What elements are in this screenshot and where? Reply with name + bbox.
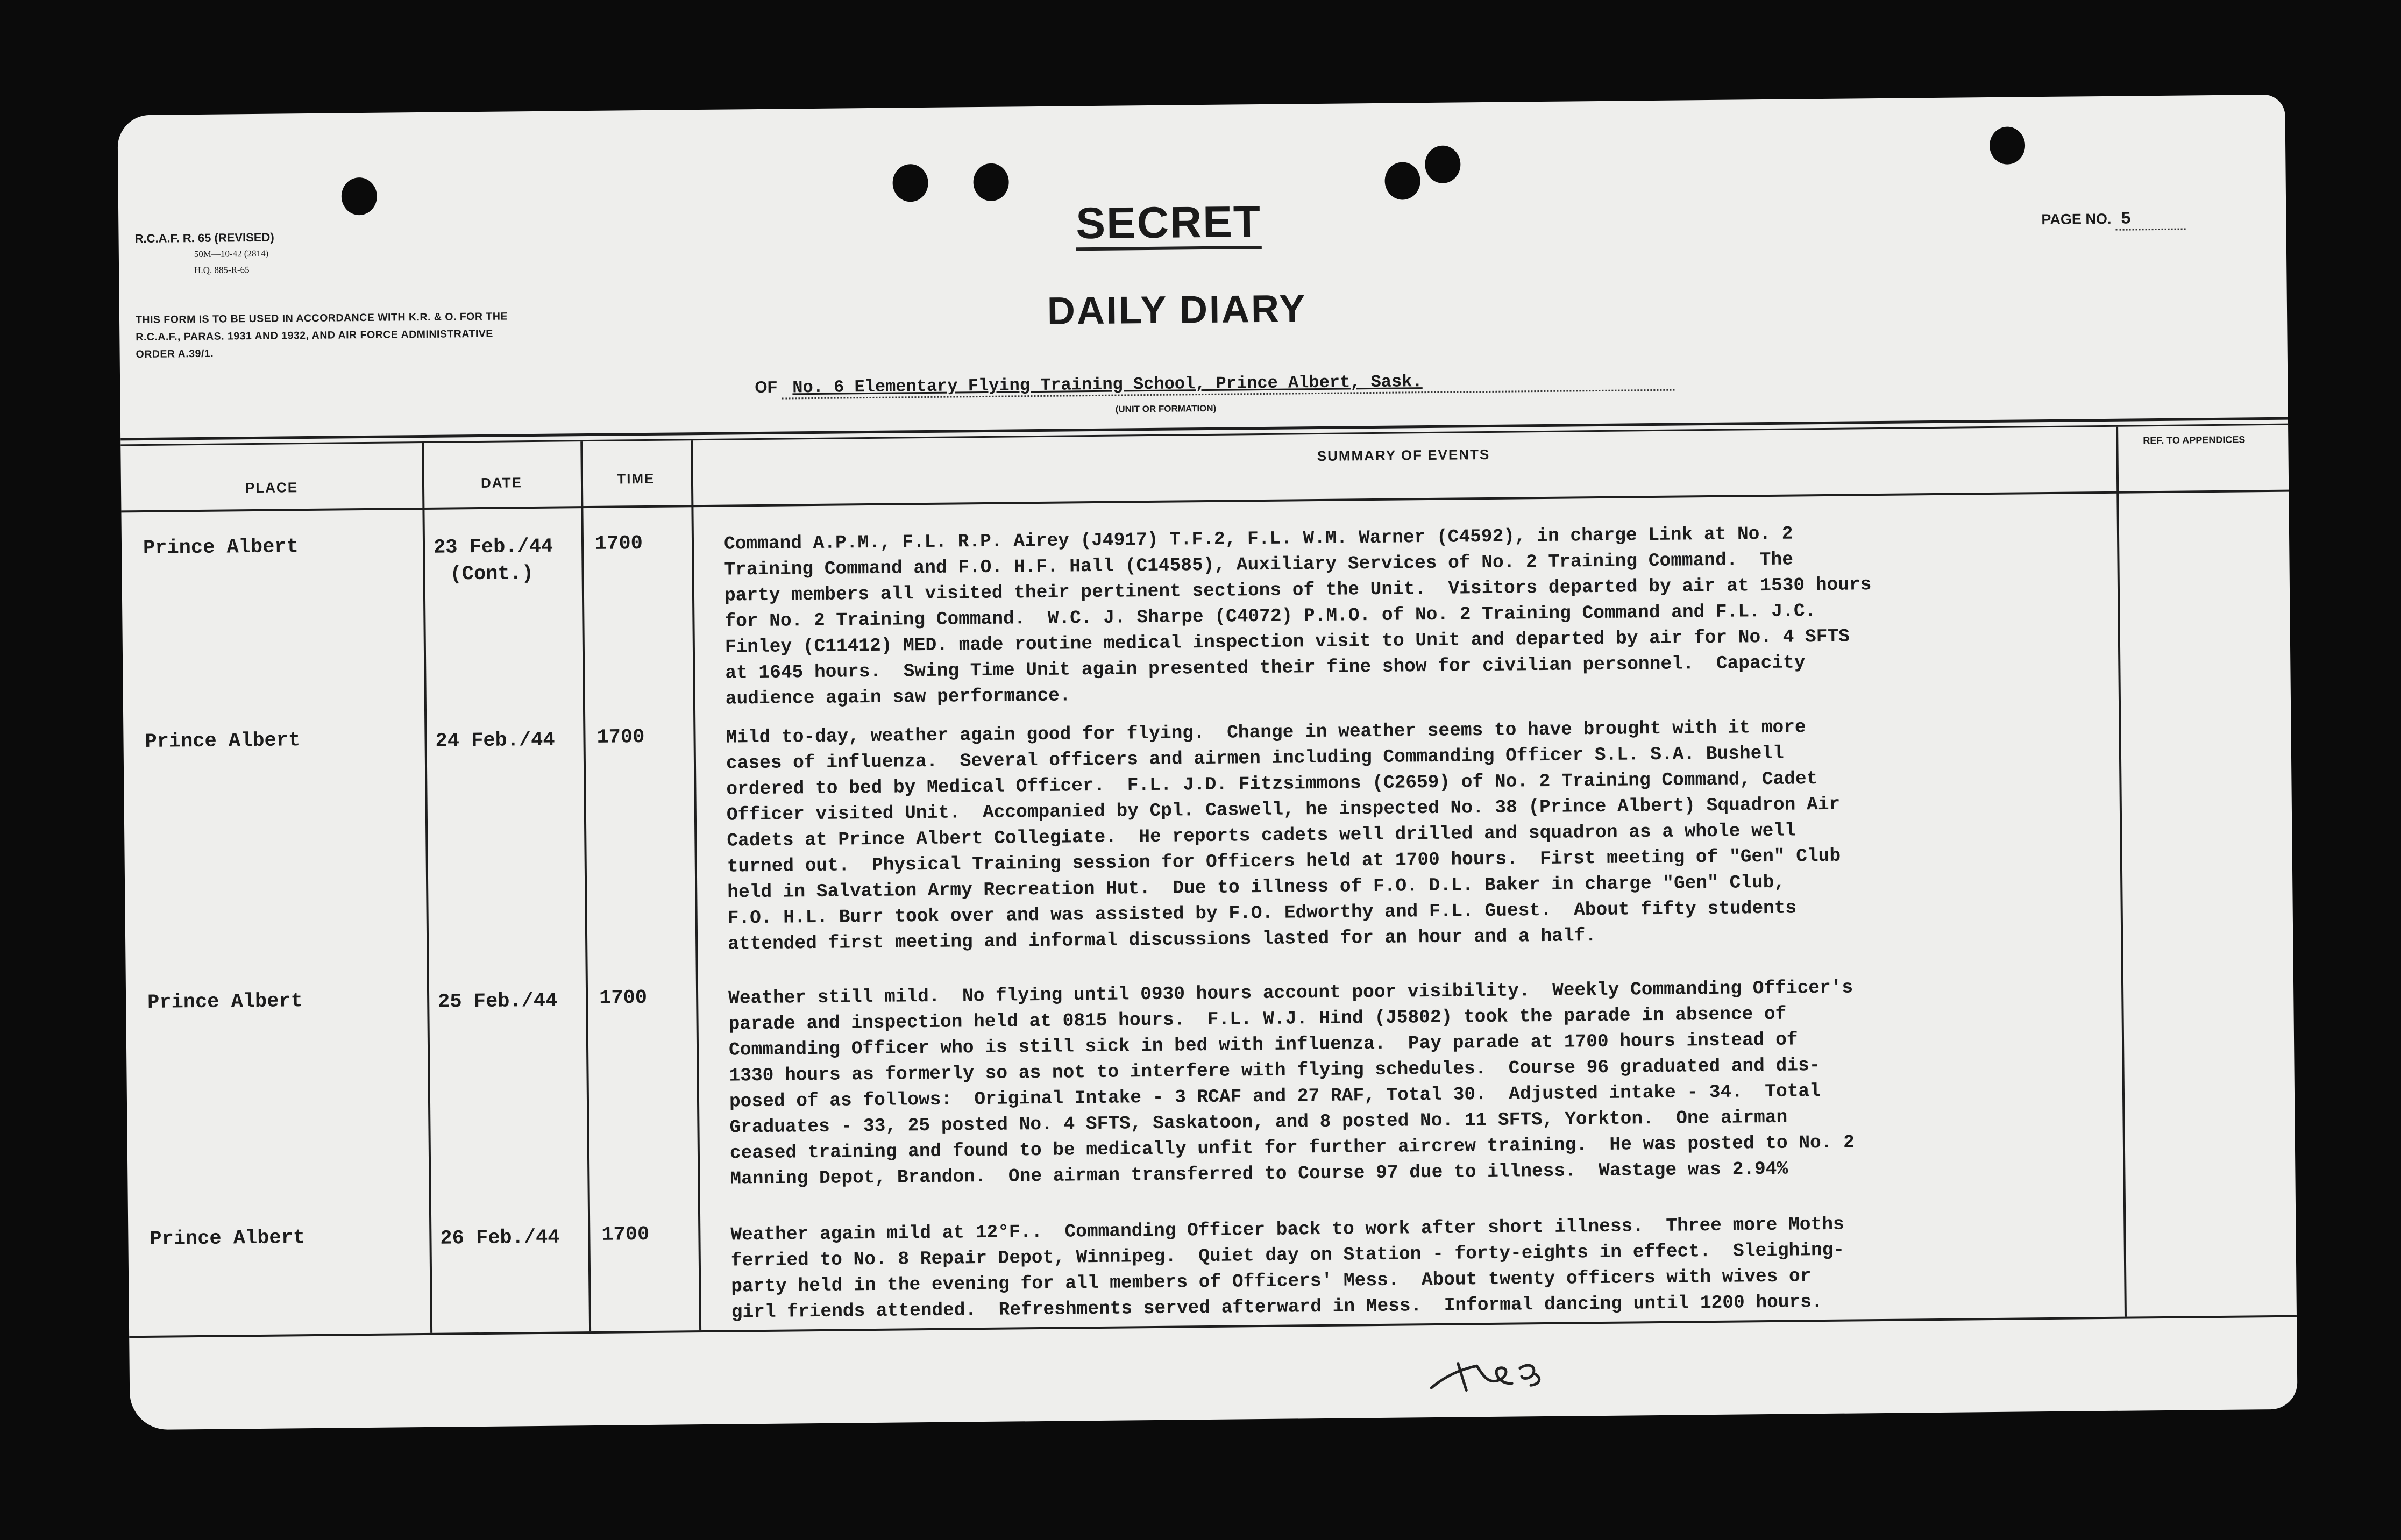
entry-date-value: 24 Feb./44 [435, 729, 555, 753]
page-title: DAILY DIARY [1047, 287, 1307, 333]
entry-summary: Weather again mild at 12°F.. Commanding Officer back to work after short illness. Three more Moths ferried to No. 8 Repair Depot, Winnipeg. Quiet day on Station - forty-eights in effect. Sleighing- party held in the evening for all members of Officers' Mess. About twenty officers with wives or girl friends attended. Refreshments served afterward in Mess. Informal dancing until 1200 hours. [730, 1214, 1845, 1323]
unit-line [755, 369, 1674, 400]
column-divider [691, 440, 701, 1330]
page-number [2041, 209, 2185, 232]
column-header-ref: REF. TO APPENDICES [2143, 434, 2246, 446]
unit-name: No. 6 Elementary Flying Training School, Prince Albert, Sask. [782, 369, 1674, 400]
punch-hole [973, 163, 1009, 201]
entry-place: Prince Albert [150, 1227, 306, 1251]
form-print-code: 50M—10-42 (2814) [194, 248, 269, 260]
column-divider [2116, 427, 2127, 1317]
column-header-place: PLACE [245, 479, 299, 496]
entry-date [440, 1224, 601, 1252]
entry-time: 1700 [601, 1223, 650, 1246]
entry-time: 1700 [599, 987, 648, 1010]
entry-summary: Command A.P.M., F.L. R.P. Airey (J4917) T.F.2, F.L. W.M. Warner (C4592), in charge Link at No. 2 Training Command and F.O. H.F. Hall (C14585), Auxiliary Services of No. 2 Training Command. The party members all visited their pertinent sections of the Unit. Visitors departed by air at 1530 hours for No. 2 Training Command. W.C. J. Sharpe (C4072) P.M.O. of No. 2 Training Command and F.L. J.C. Finley (C11412) MED. made routine medical inspection visit to Unit and departed by air for No. 4 SFTS at 1645 hours. Swing Time Unit again presented their fine show for civilian personnel. Capacity audience again saw performance. [723, 523, 1872, 710]
entry-place: Prince Albert [147, 990, 303, 1014]
punch-hole [1425, 145, 1461, 183]
entry-date-value: 25 Feb./44 [438, 989, 558, 1014]
page-number-label: PAGE NO. [2041, 210, 2112, 228]
classification-stamp: SECRET [1076, 198, 1261, 251]
entry-date-note: (Cont.) [450, 562, 534, 586]
diary-form [117, 95, 2297, 1430]
entry-place: Prince Albert [143, 536, 299, 560]
form-usage-note: THIS FORM IS TO BE USED IN ACCORDANCE WITH K.R. & O. FOR THE R.C.A.F., PARAS. 1931 AND 1932, AND AIR FORCE ADMINISTRATIVE ORDER A.39/1. [135, 310, 508, 361]
unit-label: OF [755, 378, 778, 397]
punch-hole [341, 177, 377, 216]
column-divider [422, 443, 432, 1333]
entry-time: 1700 [594, 532, 643, 555]
punch-hole [1990, 126, 2026, 165]
punch-hole [892, 164, 928, 202]
column-header-time: TIME [617, 470, 655, 487]
unit-caption: (UNIT OR FORMATION) [1115, 403, 1217, 415]
entry-date-value: 26 Feb./44 [440, 1226, 560, 1250]
form-number: R.C.A.F. R. 65 (REVISED) [134, 230, 274, 246]
column-header-date: DATE [480, 474, 523, 491]
header-top-rule [120, 417, 2288, 441]
entry-time: 1700 [596, 726, 645, 749]
entry-date [438, 987, 599, 1016]
entry-summary: Mild to-day, weather again good for flying. Change in weather seems to have brought with it more cases of influenza. Several officers and airmen including Commanding Officer S.L. S.A. Bushell ordered to bed by Medical Officer. F.L. J.D. Fitzsimmons (C2659) of No. 2 Training Command, Cadet Officer visited Unit. Accompanied by Cpl. Caswell, he inspected No. 38 (Prince Albert) Squadron Air Cadets at Prince Albert Collegiate. He reports cadets well drilled and squadron as a whole well turned out. Physical Training session for Officers held at 1700 hours. First meeting of "Gen" Club held in Salvation Army Recreation Hut. Due to illness of F.O. D.L. Baker in charge "Gen" Club, F.O. H.L. Burr took over and was assisted by F.O. Edworthy and F.L. Guest. About fifty students attended first meeting and informal discussions lasted for an hour and a half. [726, 717, 1841, 955]
entry-date [435, 726, 596, 755]
form-identifier [134, 230, 274, 279]
entry-date-value: 23 Feb./44 [433, 535, 553, 559]
entry-summary: Weather still mild. No flying until 0930 hours account poor visibility. Weekly Commanding Officer's parade and inspection held at 0815 hours. F.L. W.J. Hind (J5802) took the parade in absence of Commanding Officer who is still sick in bed with influenza. Pay parade at 1700 hours instead of 1330 hours as formerly so as not to interfere with flying schedules. Course 96 graduated and dis- posed of as follows: Original Intake - 3 RCAF and 27 RAF, Total 30. Adjusted intake - 34. Total Graduates - 33, 25 posted No. 4 SFTS, Saskatoon, and 8 posted No. 11 SFTS, Yorkton. One airman ceased training and found to be medically unfit for further aircrew training. He was posted to No. 2 Manning Depot, Brandon. One airman transferred to Course 97 due to illness. Wastage was 2.94% [728, 977, 1855, 1190]
punch-hole [1384, 162, 1420, 200]
column-header-summary: SUMMARY OF EVENTS [1317, 446, 1490, 465]
entry-place: Prince Albert [145, 729, 301, 753]
page-number-value: 5 [2115, 209, 2185, 231]
entry-date [434, 533, 595, 588]
column-header-rule [121, 490, 2289, 513]
form-hq-code: H.Q. 885-R-65 [194, 265, 250, 276]
handwritten-signature [1425, 1346, 1598, 1396]
